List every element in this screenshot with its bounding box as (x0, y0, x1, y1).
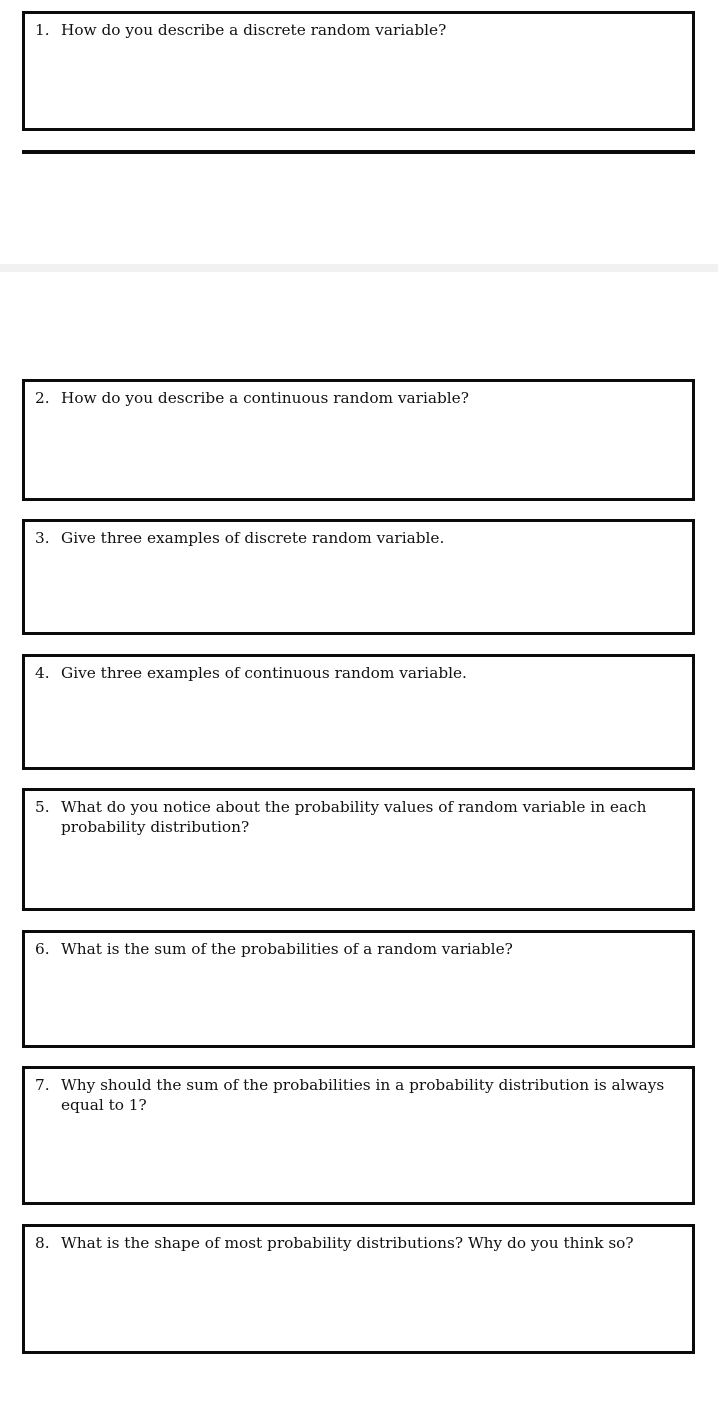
question-box-1[interactable] (22, 11, 695, 131)
question-8 (35, 1233, 686, 1253)
question-text: How do you describe a discrete random variable? (61, 21, 447, 39)
question-7 (35, 1075, 686, 1115)
question-text: What do you notice about the probability values of random variable in each probability distribution? (61, 798, 647, 836)
question-number: 8. (35, 1234, 50, 1252)
question-text: Why should the sum of the probabilities in a probability distribution is always equal to 1? (61, 1076, 665, 1114)
question-3 (35, 528, 686, 548)
question-number: 2. (35, 389, 50, 407)
question-text: What is the shape of most probability distributions? Why do you think so? (61, 1234, 634, 1252)
question-box-5[interactable] (22, 788, 695, 911)
question-text: Give three examples of continuous random variable. (61, 664, 467, 682)
question-text: What is the sum of the probabilities of a random variable? (61, 940, 513, 958)
question-1 (35, 20, 686, 40)
question-box-3[interactable] (22, 519, 695, 635)
question-box-4[interactable] (22, 654, 695, 770)
question-6 (35, 939, 686, 959)
question-number: 4. (35, 664, 50, 682)
question-5 (35, 797, 686, 837)
question-text: How do you describe a continuous random variable? (61, 389, 469, 407)
question-box-7[interactable] (22, 1066, 695, 1205)
question-number: 3. (35, 529, 50, 547)
question-box-2[interactable] (22, 379, 695, 501)
question-4 (35, 663, 686, 683)
question-box-8[interactable] (22, 1224, 695, 1354)
question-number: 1. (35, 21, 50, 39)
question-text: Give three examples of discrete random variable. (61, 529, 445, 547)
page-break (0, 264, 718, 272)
question-number: 5. (35, 798, 50, 816)
question-number: 7. (35, 1076, 50, 1094)
question-number: 6. (35, 940, 50, 958)
question-box-6[interactable] (22, 930, 695, 1048)
divider-line (22, 150, 695, 154)
question-2 (35, 388, 686, 408)
